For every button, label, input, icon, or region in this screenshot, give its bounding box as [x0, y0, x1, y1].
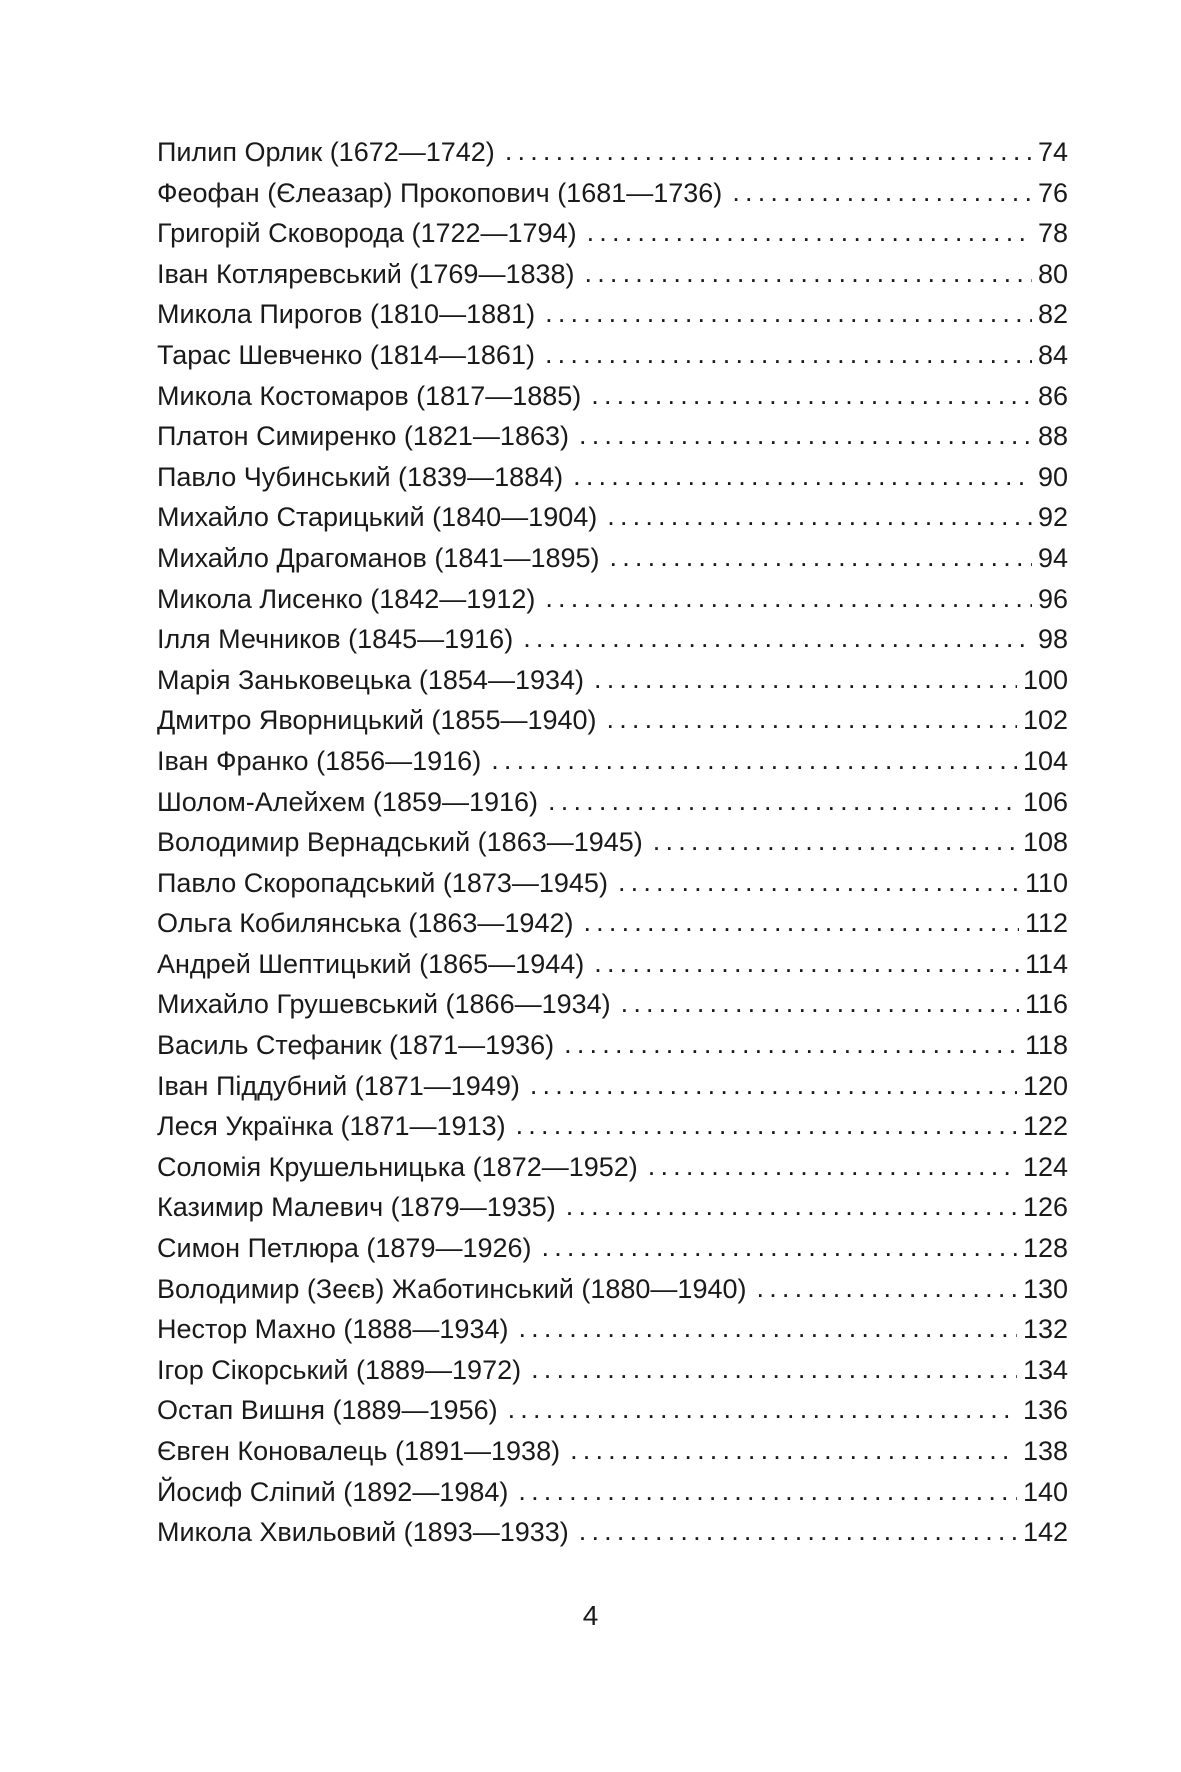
- entry-page-number: 96: [1037, 583, 1068, 614]
- entry-page-number: 82: [1037, 299, 1068, 330]
- toc-entry[interactable]: [157, 457, 1068, 498]
- entry-title: Василь Стефаник (1871—1936): [157, 1030, 555, 1061]
- toc-entry[interactable]: [157, 782, 1068, 823]
- toc-entry[interactable]: [157, 944, 1068, 985]
- entry-page-number: 98: [1037, 624, 1068, 655]
- entry-page-number: 140: [1022, 1476, 1068, 1507]
- entry-title: Іван Котляревський (1769—1838): [157, 258, 575, 289]
- toc-entry[interactable]: [157, 173, 1068, 214]
- entry-page-number: 136: [1022, 1395, 1068, 1426]
- toc-entry[interactable]: [157, 1390, 1068, 1431]
- entry-page-number: 132: [1022, 1314, 1068, 1345]
- dot-leader: [505, 131, 1032, 172]
- entry-page-number: 124: [1022, 1151, 1068, 1182]
- toc-entry[interactable]: [157, 1066, 1068, 1107]
- dot-leader: [618, 862, 1019, 903]
- dot-leader: [491, 740, 1017, 781]
- toc-entry[interactable]: [157, 416, 1068, 457]
- entry-page-number: 120: [1022, 1070, 1068, 1101]
- entry-title: Іван Франко (1856—1916): [157, 745, 482, 776]
- dot-leader: [648, 1146, 1017, 1187]
- table-of-contents: [157, 132, 1068, 1553]
- toc-entry[interactable]: [157, 1147, 1068, 1188]
- entry-page-number: 106: [1022, 786, 1068, 817]
- entry-page-number: 100: [1022, 664, 1068, 695]
- dot-leader: [594, 943, 1019, 984]
- entry-title: Тарас Шевченко (1814—1861): [157, 339, 535, 370]
- entry-title: Микола Лисенко (1842—1912): [157, 583, 536, 614]
- entry-title: Павло Скоропадський (1873—1945): [157, 867, 608, 898]
- entry-title: Пилип Орлик (1672—1742): [157, 137, 495, 167]
- toc-entry[interactable]: [157, 376, 1068, 417]
- entry-page-number: 142: [1022, 1517, 1068, 1548]
- dot-leader: [585, 253, 1032, 294]
- entry-title: Казимир Малевич (1879—1935): [157, 1192, 556, 1223]
- entry-page-number: 122: [1022, 1111, 1068, 1142]
- entry-title: Ольга Кобилянська (1863—1942): [157, 908, 574, 939]
- toc-entry[interactable]: [157, 660, 1068, 701]
- entry-title: Марія Заньковецька (1854—1934): [157, 664, 585, 695]
- toc-entry[interactable]: [157, 1025, 1068, 1066]
- dot-leader: [545, 334, 1032, 375]
- entry-title: Микола Хвильовий (1893—1933): [157, 1517, 569, 1548]
- entry-page-number: 90: [1037, 461, 1068, 492]
- entry-page-number: 94: [1037, 542, 1068, 573]
- entry-page-number: 118: [1024, 1030, 1068, 1061]
- entry-title: Володимир Вернадський (1863—1945): [157, 827, 643, 858]
- toc-entry[interactable]: [157, 619, 1068, 660]
- entry-title: Леся Українка (1871—1913): [157, 1111, 506, 1142]
- dot-leader: [732, 172, 1032, 213]
- toc-entry[interactable]: [157, 497, 1068, 538]
- toc-entry[interactable]: [157, 1228, 1068, 1269]
- dot-leader: [566, 1186, 1017, 1227]
- entry-title: Соломія Крушельницька (1872—1952): [157, 1151, 638, 1182]
- entry-page-number: 110: [1024, 867, 1068, 898]
- entry-page-number: 92: [1037, 502, 1068, 533]
- entry-title: Павло Чубинський (1839—1884): [157, 461, 564, 492]
- toc-entry[interactable]: [157, 1309, 1068, 1350]
- entry-title: Микола Пирогов (1810—1881): [157, 299, 536, 330]
- dot-leader: [545, 293, 1032, 334]
- entry-title: Шолом-Алейхем (1859—1916): [157, 786, 539, 817]
- entry-page-number: 88: [1037, 421, 1068, 452]
- dot-leader: [579, 415, 1032, 456]
- toc-entry[interactable]: [157, 1106, 1068, 1147]
- entry-page-number: 104: [1022, 745, 1068, 776]
- entry-page-number: 78: [1037, 218, 1068, 249]
- dot-leader: [579, 1511, 1017, 1552]
- entry-title: Платон Симиренко (1821—1863): [157, 421, 569, 452]
- entry-page-number: 130: [1022, 1273, 1068, 1304]
- entry-page-number: 86: [1037, 380, 1068, 411]
- entry-page-number: 76: [1037, 177, 1068, 208]
- entry-page-number: 112: [1024, 908, 1068, 939]
- entry-page-number: 84: [1037, 339, 1068, 370]
- dot-leader: [610, 537, 1032, 578]
- dot-leader: [607, 699, 1017, 740]
- entry-title: Іван Піддубний (1871—1949): [157, 1070, 520, 1101]
- entry-title: Ілля Мечников (1845—1916): [157, 624, 514, 655]
- toc-entry[interactable]: [157, 822, 1068, 863]
- entry-title: Володимир (Зеєв) Жаботинський (1880—1940): [157, 1273, 747, 1304]
- dot-leader: [516, 1105, 1017, 1146]
- entry-title: Михайло Драгоманов (1841—1895): [157, 542, 600, 573]
- toc-entry[interactable]: [157, 1187, 1068, 1228]
- entry-title: Євген Коновалець (1891—1938): [157, 1436, 561, 1466]
- dot-leader: [583, 902, 1018, 943]
- toc-entry[interactable]: [157, 1350, 1068, 1391]
- entry-title: Остап Вишня (1889—1956): [157, 1395, 498, 1426]
- entry-title: Феофан (Єлеазар) Прокопович (1681—1736): [157, 177, 723, 208]
- toc-entry[interactable]: [157, 579, 1068, 620]
- toc-entry[interactable]: [157, 903, 1068, 944]
- dot-leader: [594, 659, 1017, 700]
- dot-leader: [542, 1227, 1017, 1268]
- entry-title: Йосиф Сліпий (1892—1984): [157, 1476, 509, 1507]
- entry-page-number: 116: [1024, 989, 1068, 1020]
- toc-entry[interactable]: [157, 863, 1068, 904]
- dot-leader: [545, 578, 1032, 619]
- dot-leader: [523, 618, 1032, 659]
- dot-leader: [587, 212, 1032, 253]
- dot-leader: [531, 1349, 1017, 1390]
- toc-entry[interactable]: [157, 254, 1068, 295]
- entry-title: Нестор Махно (1888—1934): [157, 1314, 509, 1345]
- toc-entry[interactable]: [157, 984, 1068, 1025]
- entry-page-number: 108: [1022, 827, 1068, 858]
- dot-leader: [570, 1430, 1017, 1471]
- toc-entry[interactable]: [157, 335, 1068, 376]
- dot-leader: [518, 1471, 1017, 1512]
- dot-leader: [591, 375, 1032, 416]
- toc-entry[interactable]: [157, 700, 1068, 741]
- entry-page-number: 138: [1022, 1436, 1068, 1466]
- toc-entry[interactable]: [157, 213, 1068, 254]
- entry-page-number: 80: [1037, 258, 1068, 289]
- toc-entry[interactable]: [157, 132, 1068, 173]
- dot-leader: [508, 1389, 1017, 1430]
- dot-leader: [573, 456, 1032, 497]
- dot-leader: [564, 1024, 1019, 1065]
- dot-leader: [530, 1065, 1017, 1106]
- page-number: 4: [582, 1600, 599, 1631]
- entry-page-number: 134: [1022, 1354, 1068, 1385]
- entry-page-number: 74: [1037, 137, 1068, 167]
- toc-entry[interactable]: [157, 538, 1068, 579]
- entry-title: Андрей Шептицький (1865—1944): [157, 948, 585, 979]
- entry-title: Григорій Сковорода (1722—1794): [157, 218, 577, 249]
- dot-leader: [548, 781, 1017, 822]
- entry-page-number: 114: [1024, 948, 1068, 979]
- toc-entry[interactable]: [157, 294, 1068, 335]
- toc-entry[interactable]: [157, 1431, 1068, 1472]
- entry-title: Михайло Старицький (1840—1904): [157, 502, 598, 533]
- dot-leader: [653, 821, 1017, 862]
- toc-entry[interactable]: [157, 741, 1068, 782]
- entry-page-number: 126: [1022, 1192, 1068, 1223]
- dot-leader: [621, 983, 1019, 1024]
- toc-entry[interactable]: [157, 1472, 1068, 1513]
- toc-entry[interactable]: [157, 1269, 1068, 1310]
- entry-title: Микола Костомаров (1817—1885): [157, 380, 582, 411]
- entry-title: Михайло Грушевський (1866—1934): [157, 989, 611, 1020]
- toc-entry[interactable]: [157, 1512, 1068, 1553]
- entry-title: Симон Петлюра (1879—1926): [157, 1233, 532, 1264]
- entry-page-number: 102: [1022, 705, 1068, 736]
- entry-title: Дмитро Яворницький (1855—1940): [157, 705, 597, 736]
- dot-leader: [757, 1268, 1017, 1309]
- dot-leader: [518, 1308, 1016, 1349]
- entry-page-number: 128: [1022, 1233, 1068, 1264]
- entry-title: Ігор Сікорський (1889—1972): [157, 1354, 522, 1385]
- dot-leader: [607, 496, 1032, 537]
